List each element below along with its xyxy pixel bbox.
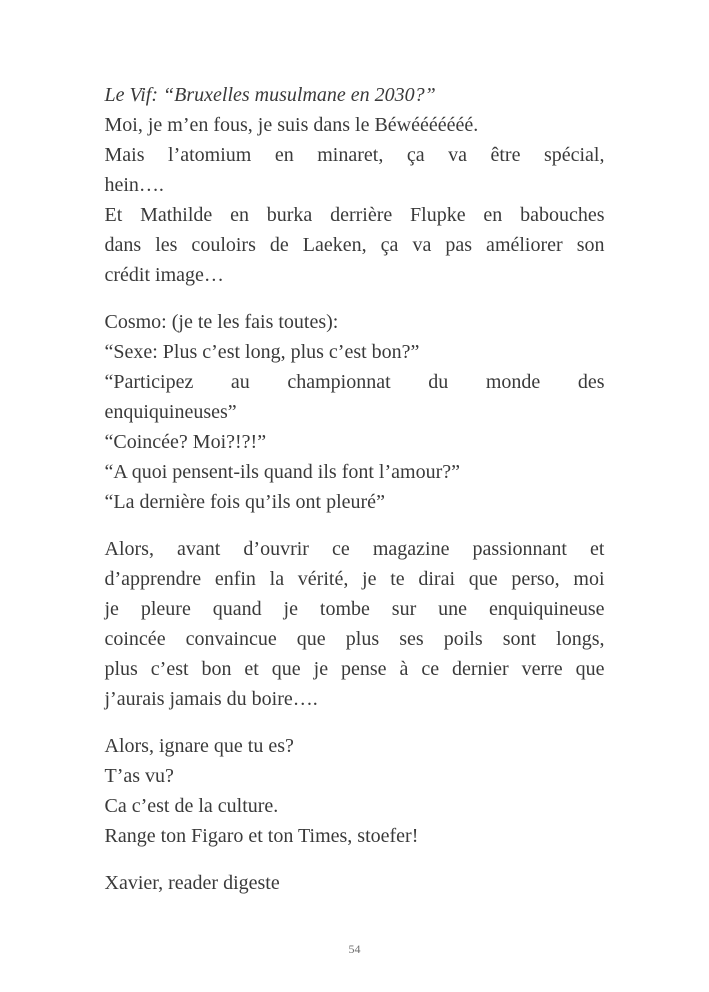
text-line: crédit image… — [104, 264, 224, 286]
paragraph-levif-intro — [105, 80, 605, 290]
paragraph-alors-ignare — [105, 731, 605, 851]
text-line: “Sexe: Plus c’est long, plus c’est bon?” — [104, 341, 420, 363]
text-line: Cosmo: (je te les fais toutes): — [104, 311, 339, 333]
text-line: Ca c’est de la culture. — [104, 795, 279, 817]
text-line: coincée convaincue que plus ses poils sont longs, — [104, 628, 605, 650]
text-line: “La dernière fois qu’ils ont pleuré” — [104, 491, 385, 513]
text-line: Range ton Figaro et ton Times, stoefer! — [104, 825, 419, 847]
paragraph-cosmo-titles — [105, 307, 605, 517]
text-line: j’aurais jamais du boire…. — [104, 688, 318, 710]
paragraph-alors-avant — [105, 534, 605, 714]
text-line: “Coincée? Moi?!?!” — [104, 431, 267, 453]
text-line: “Participez au championnat du monde des — [104, 371, 605, 393]
text-line: T’as vu? — [104, 765, 174, 787]
text-line: dans les couloirs de Laeken, ça va pas améliorer son — [104, 234, 605, 256]
text-line: je pleure quand je tombe sur une enquiquineuse — [104, 598, 605, 620]
text-line: enquiquineuses” — [104, 401, 237, 423]
text-line: Alors, avant d’ouvrir ce magazine passionnant et — [104, 538, 605, 560]
text-line: Le Vif: “Bruxelles musulmane en 2030?” — [104, 84, 436, 106]
text-line: Moi, je m’en fous, je suis dans le Béwééééééé. — [104, 114, 479, 136]
text-line: Mais l’atomium en minaret, ça va être spécial, — [104, 144, 605, 166]
text-line: Et Mathilde en burka derrière Flupke en babouches — [104, 204, 605, 226]
text-line: Xavier, reader digeste — [104, 872, 280, 894]
text-line: d’apprendre enfin la vérité, je te dirai que perso, moi — [104, 568, 605, 590]
page-number: 54 — [348, 942, 361, 956]
text-line: Alors, ignare que tu es? — [104, 735, 294, 757]
text-line: hein…. — [104, 174, 164, 196]
paragraph-signature — [105, 868, 605, 898]
text-line: plus c’est bon et que je pense à ce dernier verre que — [104, 658, 605, 680]
text-block — [105, 0, 605, 898]
text-line: “A quoi pensent-ils quand ils font l’amour?” — [104, 461, 460, 483]
